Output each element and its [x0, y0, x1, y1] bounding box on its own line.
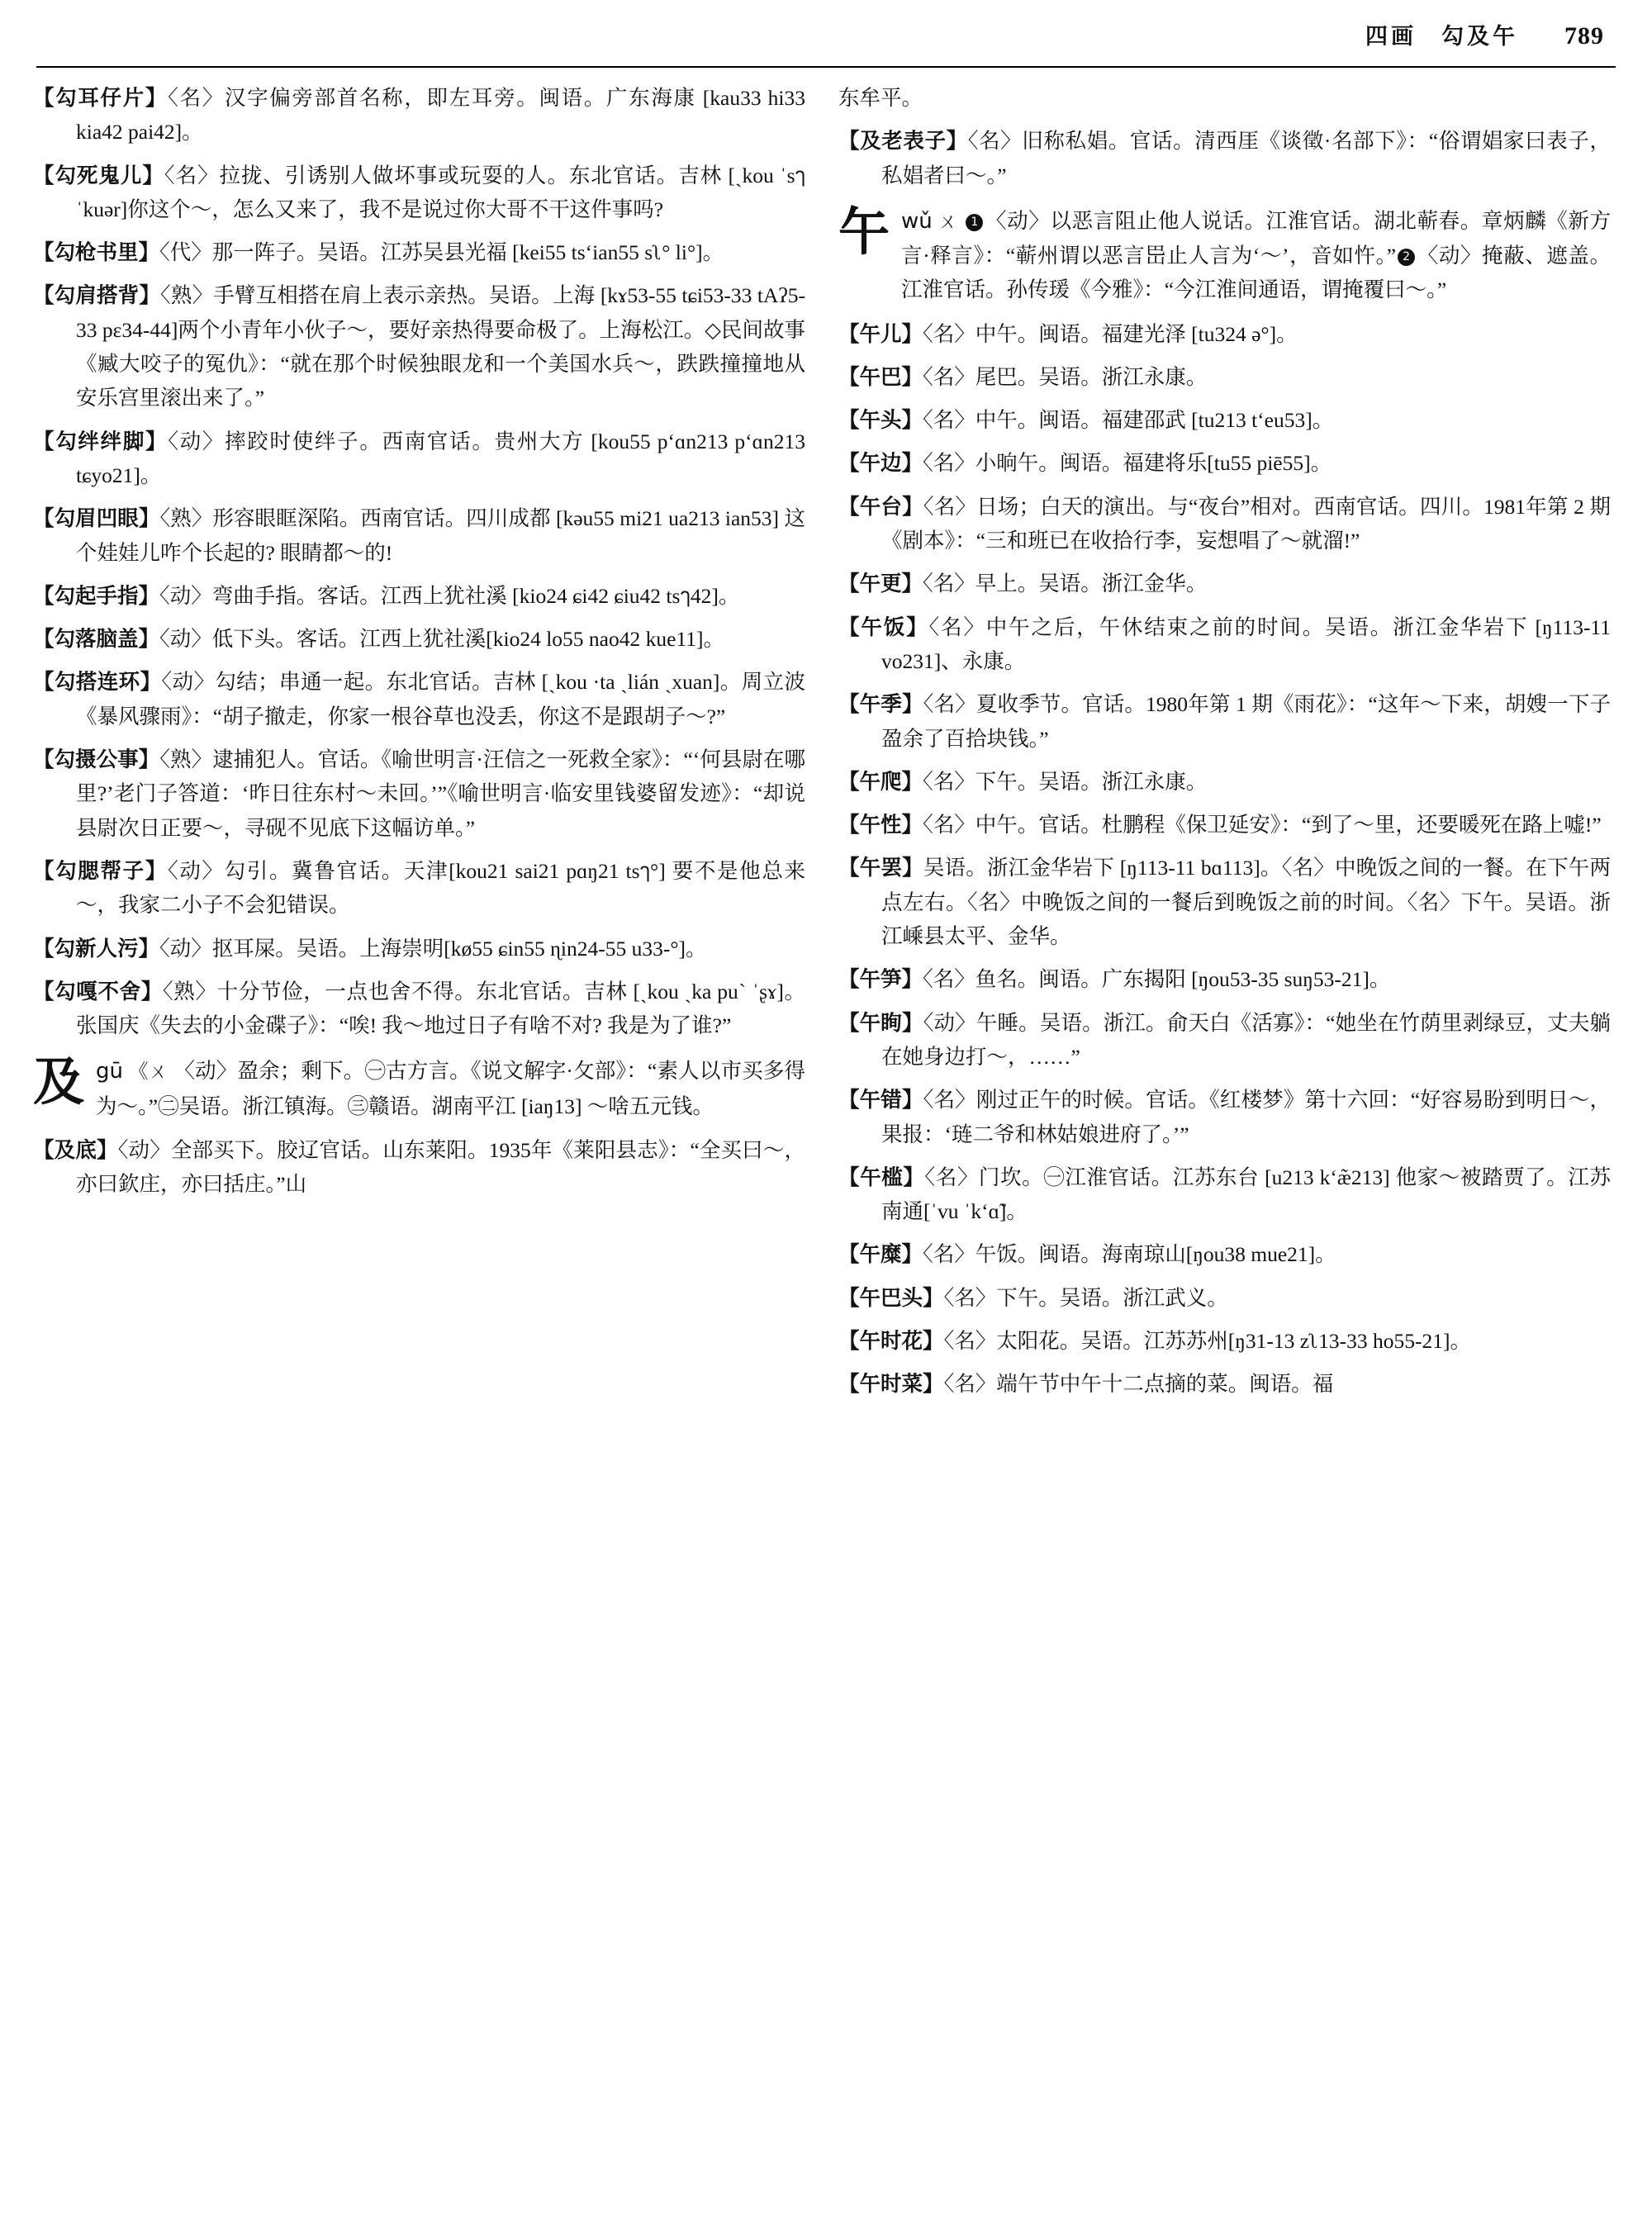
entry-body: 〈动〉勾引。冀鲁官话。天津[kou21 sai21 pɑŋ21 tsๅ°] 要不是他总来～，我家二小子不会犯错误。	[76, 858, 805, 918]
entry-body: 〈名〉小晌午。闽语。福建将乐[tu55 piē55]。	[923, 451, 1332, 476]
entry-headword: 【勾搭连环】	[33, 670, 162, 695]
head-character: 及	[33, 1055, 85, 1112]
dictionary-entry	[33, 81, 805, 149]
page-header	[33, 18, 1619, 61]
dictionary-entry	[838, 1083, 1611, 1151]
head-character: 午	[838, 204, 890, 261]
dictionary-entry	[33, 743, 805, 845]
entry-headword: 【勾耳仔片】	[33, 86, 169, 110]
entry-headword: 【及底】	[33, 1137, 118, 1162]
entry-body: 〈动〉勾结；串通一起。东北官话。吉林 [ˎkou ·ta ˎlián ˎxuan]。周立波《暴风骤雨》：“胡子撤走，你家一根谷草也没丢，你这不是跟胡子～?”	[76, 670, 805, 728]
dictionary-entry	[838, 610, 1611, 679]
entry-headword: 【勾嘎不舍】	[33, 979, 163, 1004]
entry-body: 〈名〉中午之后，午休结束之前的时间。吴语。浙江金华岩下 [ŋ113-11 vo231]、永康。	[881, 614, 1611, 673]
entry-body: 〈熟〉手臂互相搭在肩上表示亲热。吴语。上海 [kɤ53-55 tɕi53-33 tAʔ5-33 pɛ34-44]两个小青年小伙子～，要好亲热得要命极了。上海松江。◇民间故事《臧大咬子的冤仇》：“就在那个时候独眼龙和一个美国水兵～，跌跌撞撞地从安乐宫里滚出来了。”	[76, 283, 805, 410]
dictionary-entry	[838, 403, 1611, 437]
entry-headword: 【午巴】	[838, 364, 923, 389]
entry-body: 〈动〉午睡。吴语。浙江。俞天白《活寡》：“她坐在竹荫里剥绿豆，丈夫躺在她身边打～，……”	[881, 1010, 1611, 1069]
dictionary-entry	[838, 808, 1611, 842]
entry-body: 〈名〉鱼名。闽语。广东揭阳 [ŋou53-35 suŋ53-21]。	[923, 967, 1391, 992]
dictionary-entry	[33, 579, 805, 613]
dictionary-entry	[838, 360, 1611, 394]
dictionary-entry	[838, 1367, 1611, 1401]
continued-body: 东牟平。	[838, 86, 923, 110]
dictionary-entry	[838, 124, 1611, 192]
entry-headword: 【勾肩搭背】	[33, 283, 161, 308]
entry-headword: 【勾腮帮子】	[33, 858, 168, 883]
entry-body: 〈名〉中午。闽语。福建邵武 [tu213 tʻeu53]。	[923, 408, 1334, 433]
entry-headword: 【午头】	[838, 408, 923, 433]
header-rule	[36, 66, 1616, 68]
entry-body: 〈名〉夏收季节。官话。1980年第 1 期《雨花》：“这年～下来，胡嫂一下子盈余了百拾块钱。”	[881, 692, 1611, 751]
head-character-entry	[838, 204, 1611, 307]
entry-headword: 【勾眉凹眼】	[33, 506, 160, 531]
entry-body: 〈动〉抠耳屎。吴语。上海崇明[kø55 ɕin55 ɳin24-55 u33-°]。	[159, 936, 707, 961]
sense-number-1: 1	[966, 214, 983, 231]
dictionary-entry	[33, 278, 805, 415]
entry-body: 〈动〉盈余；剩下。㊀古方言。《说文解字·攵部》：“素人以市买多得为～。”㊁吴语。浙江镇海。㊂赣语。湖南平江 [iaŋ13] ～啥五元钱。	[96, 1059, 805, 1118]
entry-headword: 【午槛】	[838, 1165, 925, 1189]
dictionary-entry	[33, 501, 805, 570]
dictionary-entry	[838, 1160, 1611, 1229]
continued-text	[838, 81, 1611, 115]
entry-headword: 【及老表子】	[838, 129, 968, 154]
entry-headword: 【午爬】	[838, 769, 923, 794]
entry-headword: 【午错】	[838, 1088, 923, 1113]
entry-headword: 【午糜】	[838, 1242, 923, 1267]
entry-headword: 【午时菜】	[838, 1372, 944, 1397]
pinyin: gū	[96, 1059, 123, 1084]
entry-headword: 【勾落脑盖】	[33, 627, 160, 652]
dictionary-entry	[33, 622, 805, 656]
two-column-body	[33, 81, 1619, 2204]
dictionary-entry	[33, 425, 805, 493]
entry-headword: 【午性】	[838, 813, 923, 837]
header-stroke-count: 四画	[1365, 24, 1417, 49]
dictionary-entry	[838, 1324, 1611, 1358]
entry-sense-1: 〈动〉以恶言阻止他人说话。江淮官话。湖北蕲春。章炳麟《新方言·释言》：“蕲州谓以恶言岊止人言为‘～’，音如忤。”	[901, 208, 1611, 268]
entry-body: 〈名〉下午。吴语。浙江永康。	[923, 769, 1208, 794]
dictionary-entry	[838, 446, 1611, 480]
entry-headword: 【勾起手指】	[33, 583, 160, 608]
entry-body: 〈名〉太阳花。吴语。江苏苏州[ŋ31-13 zʅ13-33 ho55-21]。	[943, 1329, 1472, 1354]
zhuyin: 《ㄨ	[128, 1061, 169, 1084]
entry-headword: 【午更】	[838, 572, 923, 596]
entry-body: 〈动〉全部买下。胶辽官话。山东莱阳。1935年《莱阳县志》：“全买曰～，亦曰欽庄，亦曰括庄。”山	[76, 1137, 805, 1197]
entry-body: 〈动〉弯曲手指。客话。江西上犹社溪 [kio24 ɕi42 ɕiu42 tsๅ42]。	[159, 583, 740, 608]
dictionary-entry	[33, 665, 805, 733]
header-characters: 勾及午	[1441, 24, 1518, 49]
entry-headword: 【午饭】	[838, 614, 929, 639]
dictionary-entry	[838, 851, 1611, 953]
entry-headword: 【勾新人污】	[33, 936, 160, 961]
dictionary-entry	[33, 854, 805, 923]
dictionary-entry	[33, 159, 805, 227]
entry-body: 〈动〉低下头。客话。江西上犹社溪[kio24 lo55 nao42 kue11]。	[159, 627, 724, 652]
entry-headword: 【午巴头】	[838, 1285, 944, 1310]
entry-headword: 【午边】	[838, 451, 923, 476]
pinyin: wǔ	[901, 208, 933, 234]
entry-body: 〈动〉摔跤时使绊子。西南官话。贵州大方 [kou55 pʻɑn213 pʻɑn213 tɕyo21]。	[76, 429, 805, 487]
entry-sense-2: 〈动〉掩蔽、遮盖。江淮官话。孙传瑗《今雅》：“今江淮间通语，谓掩覆曰～。”	[901, 244, 1611, 302]
dictionary-entry	[838, 765, 1611, 799]
entry-headword: 【午季】	[838, 692, 923, 717]
page-number: 789	[1564, 22, 1604, 50]
entry-body: 〈名〉门坎。㊀江淮官话。江苏东台 [u213 kʻæ̃213] 他家～被踏贾了。江苏南通[ˈvu ˈkʻɑ̃]。	[881, 1165, 1611, 1224]
dictionary-entry	[838, 567, 1611, 600]
entry-body: 〈熟〉形容眼眶深陷。西南官话。四川成都 [kəu55 mi21 ua213 ian53] 这个娃娃儿咋个长起的? 眼睛都～的!	[76, 506, 805, 565]
dictionary-entry	[838, 1281, 1611, 1315]
entry-body: 〈名〉日场；白天的演出。与“夜台”相对。西南官话。四川。1981年第 2 期《剧本》：“三和班已在收拾行李，妄想唱了～就溜!”	[881, 494, 1611, 553]
entry-body: 〈名〉旧称私娼。官话。清西厓《谈徵·名部下》：“俗谓娼家曰表子，私娼者曰～。”	[881, 129, 1611, 187]
entry-body: 〈名〉刚过正午的时候。官话。《红楼梦》第十六回：“好容易盼到明日～，果报：‘琏二爷和林姑娘进府了。’”	[881, 1088, 1611, 1146]
entry-headword: 【午笋】	[838, 967, 923, 992]
entry-headword: 【勾摄公事】	[33, 747, 160, 772]
entry-headword: 【勾枪书里】	[33, 240, 160, 265]
dictionary-entry	[33, 1133, 805, 1202]
entry-body: 〈代〉那一阵子。吴语。江苏吴县光福 [kei55 tsʻian55 sʅ° li°]。	[159, 240, 724, 265]
entry-body: 〈名〉汉字偏旁部首名称，即左耳旁。闽语。广东海康 [kau33 hi33 kia42 pai42]。	[76, 86, 805, 145]
entry-body: 〈熟〉十分节俭，一点也舍不得。东北官话。吉林 [ˎkou ˎka puˋ ˈʂɤ]。张国庆《失去的小金碟子》：“唉! 我～地过日子有啥不对? 我是为了谁?”	[76, 979, 805, 1038]
entry-headword: 【午台】	[838, 494, 923, 519]
dictionary-entry	[838, 687, 1611, 756]
entry-body: 〈名〉拉拢、引诱别人做坏事或玩耍的人。东北官话。吉林 [ˎkou ˈsๅ ˈkuər]你这个～，怎么又来了，我不是说过你大哥不干这件事吗?	[76, 163, 805, 221]
entry-body: 〈熟〉逮捕犯人。官话。《喻世明言·汪信之一死救全家》：“‘何县尉在哪里?’老门子答道：‘昨日往东村～未回。’”《喻世明言·临安里钱婆留发迹》：“却说县尉次日正要～，寻砚不见底下这幅访单。”	[76, 747, 805, 840]
right-column	[838, 81, 1611, 2204]
entry-body: 〈名〉早上。吴语。浙江金华。	[923, 572, 1208, 596]
left-column	[33, 81, 805, 2204]
entry-body: 〈名〉尾巴。吴语。浙江永康。	[923, 364, 1208, 389]
entry-body: 〈名〉中午。官话。杜鹏程《保卫延安》：“到了～里，还要暖死在路上嘘!”	[923, 813, 1602, 837]
sense-number-2: 2	[1398, 249, 1415, 266]
entry-headword: 【午罢】	[838, 856, 923, 880]
entry-body: 〈名〉端午节中午十二点摘的菜。闽语。福	[943, 1372, 1334, 1397]
head-character-entry	[33, 1054, 805, 1122]
dictionary-entry	[838, 1006, 1611, 1075]
entry-headword: 【午眴】	[838, 1010, 923, 1035]
entry-body: 〈名〉午饭。闽语。海南琼山[ŋou38 mue21]。	[923, 1242, 1336, 1267]
dictionary-entry	[838, 317, 1611, 351]
entry-body: 〈名〉下午。吴语。浙江武义。	[943, 1285, 1228, 1310]
dictionary-entry	[838, 1237, 1611, 1271]
entry-headword: 【勾死鬼儿】	[33, 163, 164, 187]
entry-body: 〈名〉中午。闽语。福建光泽 [tu324 ə°]。	[923, 321, 1298, 346]
entry-headword: 【午时花】	[838, 1329, 944, 1354]
entry-body: 吴语。浙江金华岩下 [ŋ113-11 bɑ113]。〈名〉中晚饭之间的一餐。在下午两点左右。〈名〉中晚饭之间的一餐后到晚饭之前的时间。〈名〉下午。吴语。浙江嵊县太平、金华。	[881, 856, 1611, 949]
dictionary-entry	[33, 975, 805, 1043]
dictionary-entry	[838, 490, 1611, 558]
dictionary-entry	[33, 932, 805, 966]
zhuyin: ㄨ	[938, 211, 959, 233]
entry-headword: 【午儿】	[838, 321, 923, 346]
dictionary-entry	[33, 235, 805, 269]
dictionary-entry	[838, 962, 1611, 996]
entry-headword: 【勾绊绊脚】	[33, 429, 169, 453]
